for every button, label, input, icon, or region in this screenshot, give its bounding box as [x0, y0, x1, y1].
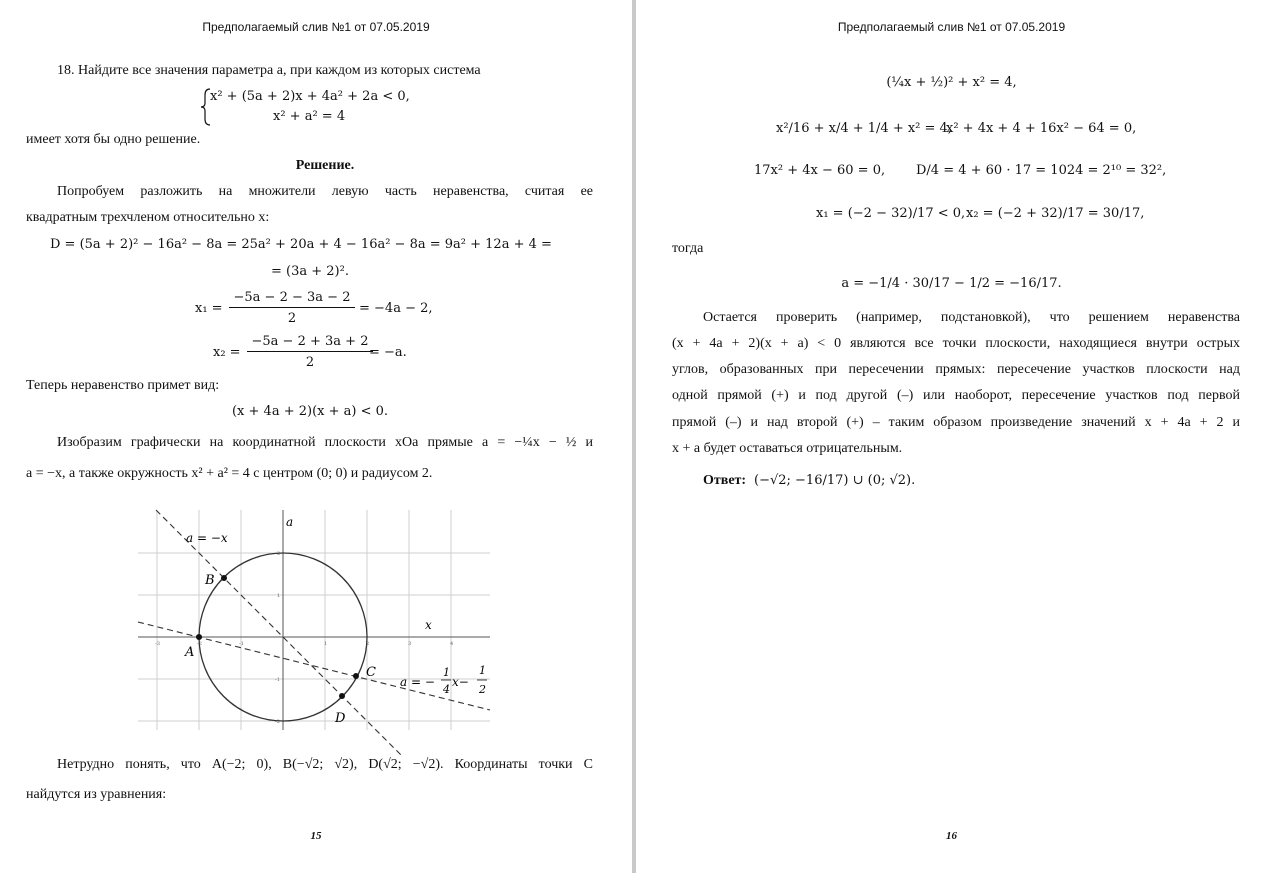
- x1-formula: x₁ = −5a − 2 − 3a − 2 2 = −4a − 2,: [195, 290, 433, 326]
- points-line1: Нетрудно понять, что A(−2; 0), B(−√2; √2), D(√2; −√2). Координаты точки C: [57, 757, 593, 772]
- quadratic-equation: 17x² + 4x − 60 = 0,: [754, 163, 886, 178]
- value-a: a = −1/4 · 30/17 − 1/2 = −16/17.: [841, 276, 1062, 291]
- x-axis-label: x: [425, 618, 432, 632]
- svg-text:3: 3: [408, 641, 412, 647]
- page-header: Предполагаемый слив №1 от 07.05.2019: [202, 20, 430, 34]
- line1-label: a = −x: [186, 531, 228, 545]
- svg-text:1: 1: [443, 666, 450, 679]
- root-x2: x₂ = (−2 + 32)/17 = 30/17,: [966, 206, 1145, 221]
- coordinate-figure: [138, 508, 498, 758]
- svg-text:-2: -2: [275, 719, 280, 725]
- svg-text:-2: -2: [197, 641, 202, 647]
- graph-description-line2: a = −x, а также окружность x² + a² = 4 с центром (0; 0) и радиусом 2.: [26, 466, 433, 481]
- svg-text:4: 4: [450, 641, 454, 647]
- check-paragraph-line3: углов, образованных при пересечении прямых: пересечение участков плоскости над: [672, 362, 1240, 377]
- svg-text:4: 4: [443, 683, 450, 696]
- page-number: 15: [310, 830, 322, 842]
- svg-text:2: 2: [479, 683, 486, 696]
- page-header: Предполагаемый слив №1 от 07.05.2019: [837, 20, 1066, 34]
- left-page: [0, 0, 632, 873]
- factored-inequality: (x + 4a + 2)(x + a) < 0.: [231, 404, 389, 419]
- svg-text:2: 2: [277, 551, 281, 557]
- equation-substitution: (¼x + ½)² + x² = 4,: [886, 75, 1017, 90]
- point-B-marker: [221, 575, 227, 581]
- equation-system: [200, 87, 440, 127]
- point-D-label: D: [335, 711, 346, 726]
- svg-text:-1: -1: [275, 677, 280, 683]
- point-B-label: B: [205, 573, 215, 588]
- check-paragraph-line4: одной прямой (+) и под другой (–) или наоборот, пересечение участков под первой: [672, 388, 1240, 403]
- svg-text:1: 1: [479, 664, 486, 677]
- paragraph-factor-line2: квадратным трехчленом относительно x:: [26, 210, 270, 225]
- svg-text:-3: -3: [155, 641, 160, 647]
- check-paragraph-line6: x + a будет оставаться отрицательным.: [672, 441, 903, 456]
- svg-text:x−: x−: [452, 675, 469, 689]
- a-axis-label: a: [286, 515, 294, 529]
- point-A-marker: [196, 634, 202, 640]
- system-inequality: x² + (5a + 2)x + 4a² + 2a < 0,: [210, 89, 410, 104]
- answer-label: Ответ:: [703, 473, 747, 488]
- svg-text:1: 1: [277, 593, 281, 599]
- point-A-label: A: [185, 645, 195, 660]
- discriminant-line1: D = (5a + 2)² − 16a² − 8a = 25a² + 20a + 4 − 16a² − 8a = 9a² + 12a + 4 =: [50, 237, 552, 252]
- has-solution-text: имеет хотя бы одно решение.: [26, 132, 201, 147]
- svg-text:1: 1: [324, 641, 328, 647]
- check-paragraph-line1: Остается проверить (например, подстановкой), что решением неравенства: [703, 310, 1240, 325]
- discriminant-quarter: D/4 = 4 + 60 · 17 = 1024 = 2¹⁰ = 32²,: [916, 163, 1167, 178]
- equation-expanded: x²/16 + x/4 + 1/4 + x² = 4,: [776, 121, 952, 136]
- inequality-intro: Теперь неравенство примет вид:: [26, 378, 220, 393]
- problem-statement: 18. Найдите все значения параметра a, при каждом из которых система: [57, 63, 481, 78]
- graph-description-line1: Изобразим графически на координатной плоскости xOa прямые a = −¼x − ½ и: [57, 435, 593, 450]
- check-paragraph-line5: прямой (–) и над второй (+) – таким образом произведение значений x + 4a + 2 и: [672, 415, 1240, 430]
- point-C-marker: [353, 673, 359, 679]
- svg-text:a = −: a = −: [400, 675, 435, 689]
- svg-text:2: 2: [366, 641, 370, 647]
- right-page: [636, 0, 1267, 873]
- solution-title: Решение.: [295, 158, 355, 173]
- root-x1: x₁ = (−2 − 32)/17 < 0,: [816, 206, 966, 221]
- equation-multiplied: x² + 4x + 4 + 16x² − 64 = 0,: [946, 121, 1137, 136]
- point-D-marker: [339, 693, 345, 699]
- svg-text:-1: -1: [239, 641, 244, 647]
- discriminant-line2: = (3a + 2)².: [271, 264, 349, 279]
- answer-value: (−√2; −16/17) ∪ (0; √2).: [754, 473, 916, 488]
- points-line2: найдутся из уравнения:: [26, 787, 167, 802]
- system-circle-equation: x² + a² = 4: [273, 109, 346, 124]
- check-paragraph-line2: (x + 4a + 2)(x + a) < 0 являются все точки плоскости, находящиеся внутри острых: [672, 336, 1240, 351]
- togda-text: тогда: [672, 241, 704, 256]
- point-C-label: C: [366, 665, 376, 680]
- paragraph-factor-line1: Попробуем разложить на множители левую часть неравенства, считая ее: [57, 184, 593, 199]
- x2-formula: x₂ = −5a − 2 + 3a + 2 2 = −a.: [213, 334, 407, 370]
- line-a-equals-quarter-x: [138, 622, 490, 710]
- page-number: 16: [946, 830, 957, 842]
